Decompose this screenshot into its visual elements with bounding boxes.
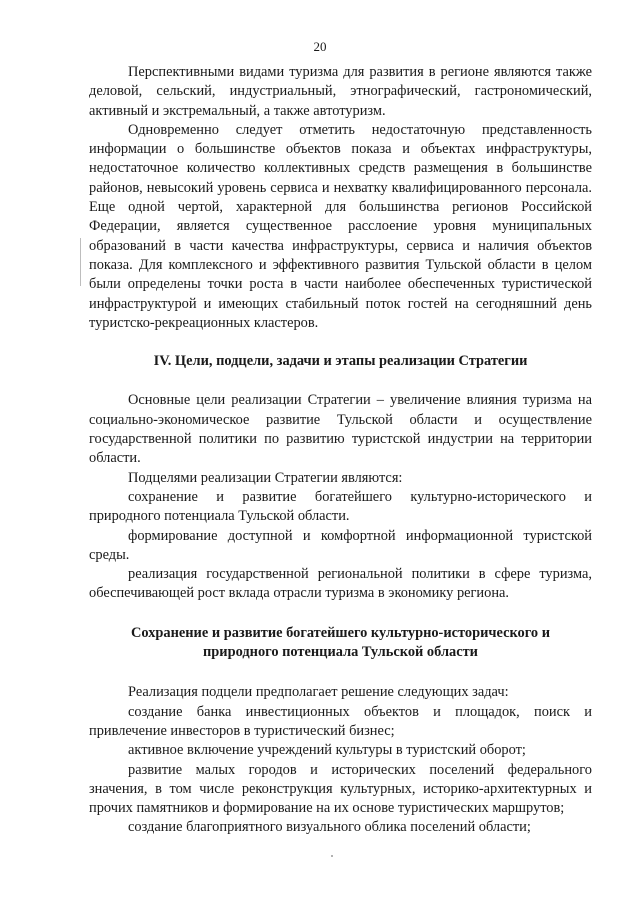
list-item: создание банка инвестиционных объектов и площадок, поиск и привлечение инвесторов в туристический бизнес;: [89, 703, 592, 739]
list-item: развитие малых городов и исторических поселений федерального значения, в том числе реконструкция культурных, историко-архитектурных и прочих памятников и формирование на их основе туристических маршрутов;: [89, 761, 592, 817]
page-number: 20: [313, 39, 327, 54]
subsection-heading-line2: природного потенциала Тульской области: [203, 644, 478, 661]
list-item: формирование доступной и комфортной информационной туристской среды.: [89, 527, 592, 563]
scan-speck: [331, 855, 333, 857]
body-paragraph: Реализация подцели предполагает решение следующих задач:: [128, 684, 509, 701]
scan-margin-mark: [80, 238, 81, 286]
list-item: активное включение учреждений культуры в туристский оборот;: [128, 742, 526, 759]
subsection-heading: [89, 624, 592, 663]
list-item: создание благоприятного визуального облика поселений области;: [128, 819, 531, 836]
body-paragraph: Основные цели реализации Стратегии – увеличение влияния туризма на социально-экономическое развитие Тульской области и осуществление государственной политики по развитию туристской индустрии на территории области.: [89, 392, 592, 467]
body-paragraph: Подцелями реализации Стратегии являются:: [128, 469, 403, 486]
body-paragraph: Перспективными видами туризма для развития в регионе являются также деловой, сельский, индустриальный, этнографический, гастрономический, активный и экстремальный, а также автотуризм.: [89, 64, 592, 119]
list-item: реализация государственной региональной политики в сфере туризма, обеспечивающей рост вклада отрасли туризма в экономику региона.: [89, 566, 592, 602]
document-body: [89, 63, 592, 838]
list-item: сохранение и развитие богатейшего культурно-исторического и природного потенциала Тульской области.: [89, 488, 592, 525]
subsection-heading-line1: Сохранение и развитие богатейшего культурно-исторического и: [130, 624, 551, 641]
section-heading: IV. Цели, подцели, задачи и этапы реализации Стратегии: [153, 353, 528, 370]
body-paragraph: Одновременно следует отметить недостаточную представленность информации о большинстве объектов показа и объектах инфраструктуры, недостаточное количество коллективных средств размещения в большинстве районов, невысокий уровень сервиса и нехватку квалифицированного персонала. Еще одной чертой, характерной для большинства регионов Российской Федерации, является существенное расслоение уровня муниципальных образований в части качества инфраструктуры, сервиса и наличия объектов показа. Для комплексного и эффективного развития Тульской области в целом были определены точки роста в части наиболее обеспеченных туристической инфраструктурой и имеющих стабильный поток гостей на сегодняшний день туристско-рекреационных кластеров.: [89, 121, 592, 331]
